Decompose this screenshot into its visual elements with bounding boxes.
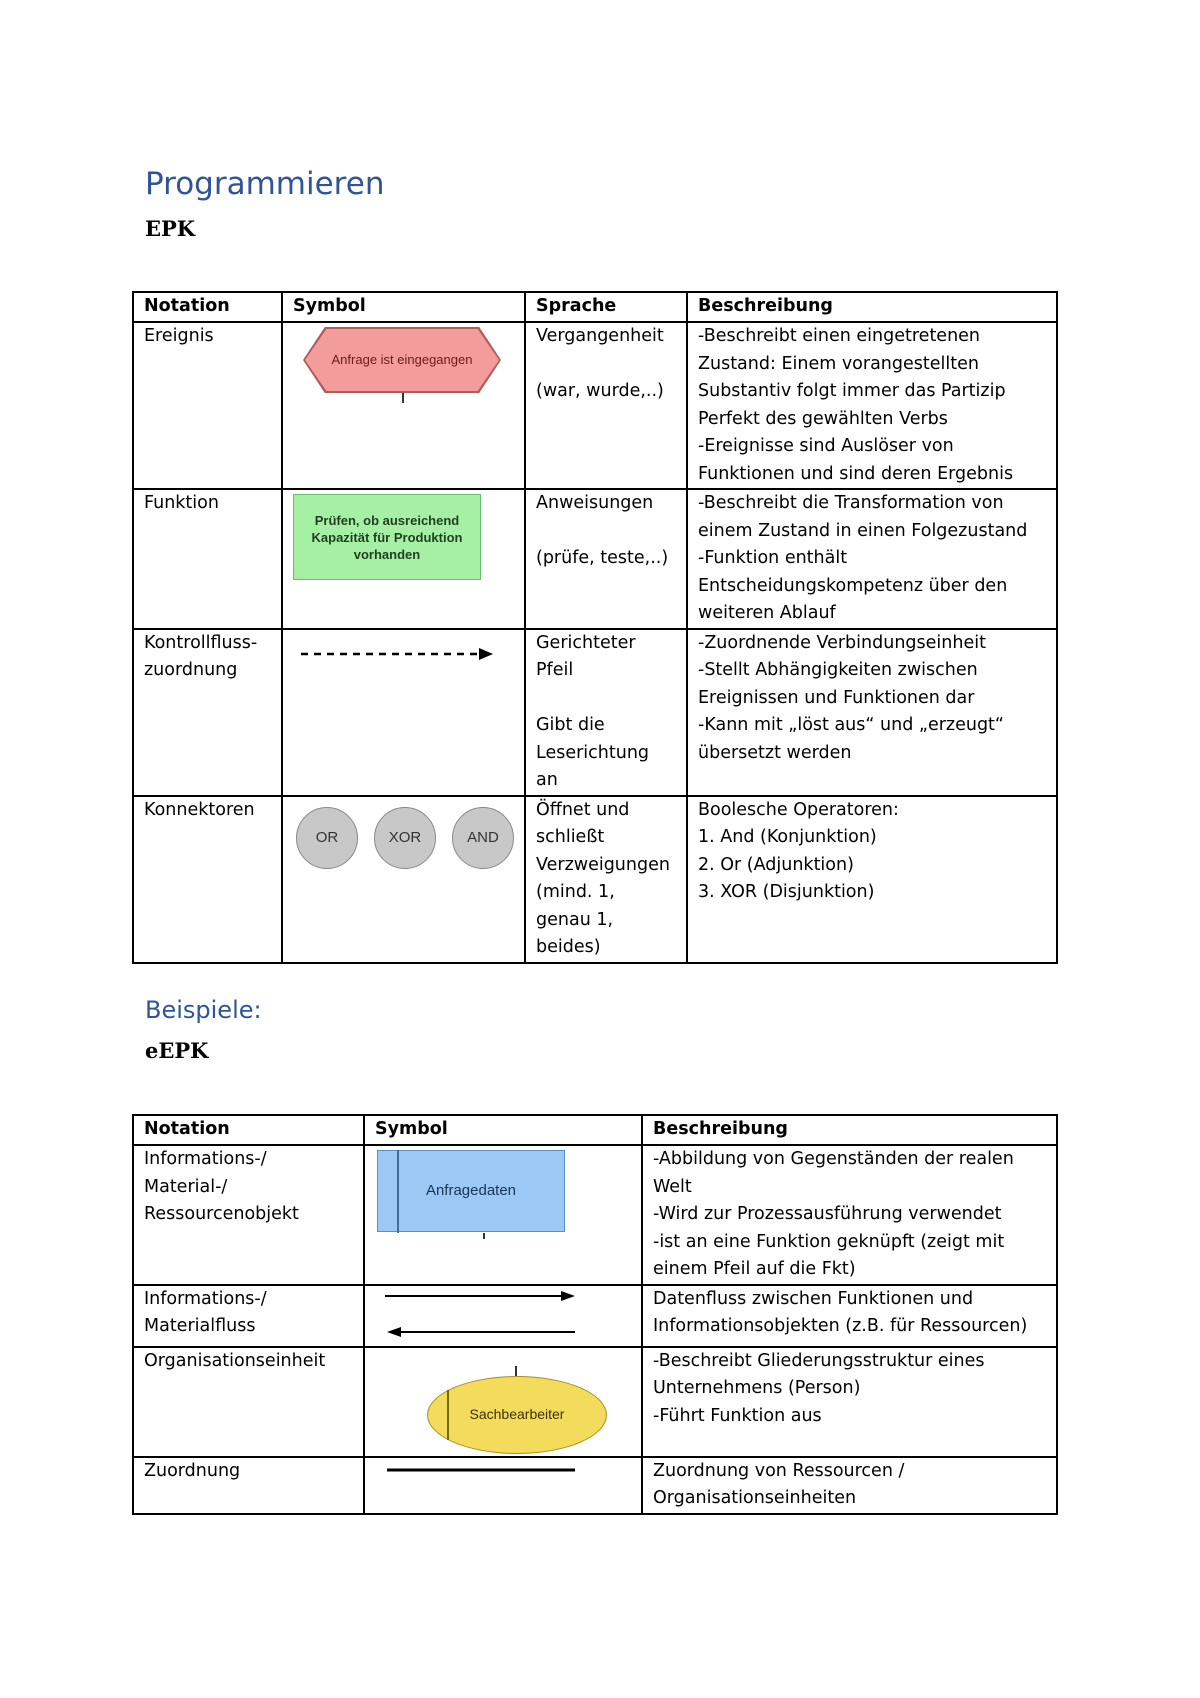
beschreibung-cell	[687, 322, 1057, 489]
beschreibung-line: Funktionen und sind deren Ergebnis	[698, 463, 1014, 484]
section-title-beispiele: Beispiele:	[145, 996, 262, 1024]
header-sprache: Sprache	[525, 292, 687, 322]
connector-tick	[483, 1233, 485, 1239]
table-header-row	[133, 292, 1057, 322]
sprache-text: Gerichteter	[536, 632, 636, 653]
sprache-cell	[525, 322, 687, 489]
notation-text: Informations-/	[144, 1288, 267, 1309]
symbol-cell	[282, 796, 525, 963]
notation-cell	[133, 629, 282, 796]
beschreibung-line: Entscheidungskompetenz über den	[698, 575, 1008, 596]
bidirectional-flow-arrows-icon	[365, 1286, 643, 1346]
section-title-eepk: eEPK	[145, 1038, 209, 1063]
beschreibung-line: Informationsobjekten (z.B. für Ressourcen)	[653, 1316, 1028, 1336]
sprache-cell	[525, 796, 687, 963]
beschreibung-line: -Abbildung von Gegenständen der realen	[653, 1149, 1014, 1169]
notation-text: Kontrollfluss-	[144, 632, 258, 653]
information-object-stripe	[397, 1150, 399, 1233]
notation-text: Informations-/	[144, 1149, 267, 1169]
notation-text: Ereignis	[144, 326, 214, 346]
table-row	[133, 796, 1057, 963]
event-symbol-label: Anfrage ist eingegangen	[331, 352, 473, 368]
eepk-table	[132, 1114, 1058, 1515]
sprache-text: (prüfe, teste,..)	[536, 548, 669, 568]
beschreibung-line: weiteren Ablauf	[698, 603, 836, 623]
organisational-unit-stripe	[447, 1390, 449, 1440]
table-row	[133, 1347, 1057, 1457]
sprache-text: Anweisungen	[536, 493, 654, 513]
sprache-text: Gibt die	[536, 715, 605, 735]
notation-cell	[133, 489, 282, 629]
beschreibung-line: Organisationseinheiten	[653, 1488, 857, 1508]
notation-cell	[133, 1145, 364, 1285]
sprache-text: genau 1,	[536, 909, 614, 930]
sprache-text: an	[536, 770, 558, 790]
notation-text: Materialfluss	[144, 1316, 256, 1336]
header-symbol: Symbol	[282, 292, 525, 322]
symbol-cell	[364, 1347, 642, 1457]
beschreibung-line: -Beschreibt die Transformation von	[698, 493, 1004, 513]
and-connector-symbol: AND	[452, 807, 514, 869]
beschreibung-cell	[687, 796, 1057, 963]
beschreibung-line: -Wird zur Prozessausführung verwendet	[653, 1204, 1002, 1224]
beschreibung-line: einem Zustand in einen Folgezustand	[698, 520, 1028, 541]
notation-text: Funktion	[144, 493, 219, 513]
beschreibung-line: 2. Or (Adjunktion)	[698, 854, 854, 875]
beschreibung-line: Welt	[653, 1176, 692, 1197]
sprache-cell	[525, 489, 687, 629]
beschreibung-line: -Beschreibt Gliederungsstruktur eines	[653, 1350, 985, 1371]
sprache-text: Pfeil	[536, 660, 574, 680]
beschreibung-cell	[642, 1347, 1057, 1457]
beschreibung-line: Zuordnung von Ressourcen /	[653, 1460, 905, 1481]
notation-cell	[133, 1347, 364, 1457]
beschreibung-cell	[642, 1457, 1057, 1514]
sprache-text: beides)	[536, 937, 601, 957]
symbol-cell	[282, 322, 525, 489]
symbol-cell	[364, 1457, 642, 1514]
table-row	[133, 1145, 1057, 1285]
sprache-text: Vergangenheit	[536, 326, 664, 346]
header-beschreibung: Beschreibung	[687, 292, 1057, 322]
connector-tick	[515, 1366, 517, 1376]
beschreibung-line: Datenfluss zwischen Funktionen und	[653, 1288, 974, 1309]
assignment-line-icon	[365, 1458, 643, 1488]
dashed-arrow-icon	[283, 636, 526, 676]
organisational-unit-symbol: Sachbearbeiter	[427, 1376, 607, 1454]
xor-connector-symbol: XOR	[374, 807, 436, 869]
sprache-text: Öffnet und	[536, 799, 630, 820]
notation-cell	[133, 1457, 364, 1514]
beschreibung-line: 3. XOR (Disjunktion)	[698, 882, 875, 902]
sprache-text: (war, wurde,..)	[536, 381, 664, 401]
symbol-cell	[282, 629, 525, 796]
beschreibung-line: -Funktion enthält	[698, 548, 848, 568]
section-title-epk: EPK	[145, 216, 196, 241]
beschreibung-line: Zustand: Einem vorangestellten	[698, 353, 979, 374]
or-connector-symbol: OR	[296, 807, 358, 869]
symbol-cell	[364, 1145, 642, 1285]
beschreibung-line: übersetzt werden	[698, 742, 852, 763]
table-row	[133, 489, 1057, 629]
beschreibung-line: -ist an eine Funktion geknüpft (zeigt mit	[653, 1231, 1005, 1252]
notation-text: Zuordnung	[144, 1460, 241, 1481]
beschreibung-cell	[642, 1285, 1057, 1347]
table-header-row	[133, 1115, 1057, 1145]
table-row	[133, 629, 1057, 796]
header-notation: Notation	[133, 292, 282, 322]
beschreibung-cell	[642, 1145, 1057, 1285]
sprache-text: (mind. 1,	[536, 882, 615, 902]
notation-text: Ressourcenobjekt	[144, 1204, 299, 1224]
notation-cell	[133, 1285, 364, 1347]
notation-text: Konnektoren	[144, 799, 255, 820]
beschreibung-line: -Kann mit „löst aus“ und „erzeugt“	[698, 715, 1004, 735]
connector-tick	[402, 393, 404, 403]
sprache-text: Leserichtung	[536, 742, 650, 763]
symbol-cell	[364, 1285, 642, 1347]
table-row	[133, 1457, 1057, 1514]
header-notation: Notation	[133, 1115, 364, 1145]
beschreibung-line: -Führt Funktion aus	[653, 1405, 822, 1426]
beschreibung-line: Ereignissen und Funktionen dar	[698, 687, 975, 708]
beschreibung-line: -Zuordnende Verbindungseinheit	[698, 632, 986, 653]
header-beschreibung: Beschreibung	[642, 1115, 1057, 1145]
sprache-text: schließt	[536, 827, 605, 847]
beschreibung-line: Perfekt des gewählten Verbs	[698, 408, 948, 429]
beschreibung-line: 1. And (Konjunktion)	[698, 827, 877, 847]
beschreibung-line: -Ereignisse sind Auslöser von	[698, 436, 954, 456]
table-row	[133, 1285, 1057, 1347]
blank-line	[536, 518, 676, 546]
beschreibung-line: Boolesche Operatoren:	[698, 799, 899, 820]
epk-table	[132, 291, 1058, 964]
beschreibung-cell	[687, 629, 1057, 796]
blank-line	[536, 685, 676, 713]
header-symbol: Symbol	[364, 1115, 642, 1145]
sprache-cell	[525, 629, 687, 796]
beschreibung-line: -Stellt Abhängigkeiten zwischen	[698, 660, 978, 680]
notation-cell	[133, 796, 282, 963]
sprache-text: Verzweigungen	[536, 854, 670, 875]
blank-line	[536, 351, 676, 379]
information-object-symbol: Anfragedaten	[377, 1150, 565, 1232]
beschreibung-line: -Beschreibt einen eingetretenen	[698, 326, 981, 346]
notation-text: zuordnung	[144, 660, 238, 680]
beschreibung-line: einem Pfeil auf die Fkt)	[653, 1259, 856, 1279]
notation-cell	[133, 322, 282, 489]
page-title: Programmieren	[145, 166, 385, 202]
function-rectangle-symbol: Prüfen, ob ausreichend Kapazität für Produktion vorhanden	[293, 494, 481, 580]
beschreibung-line: Substantiv folgt immer das Partizip	[698, 381, 1006, 401]
symbol-cell	[282, 489, 525, 629]
beschreibung-cell	[687, 489, 1057, 629]
beschreibung-line: Unternehmens (Person)	[653, 1378, 861, 1398]
notation-text: Material-/	[144, 1176, 228, 1197]
notation-text: Organisationseinheit	[144, 1350, 326, 1371]
table-row	[133, 322, 1057, 489]
